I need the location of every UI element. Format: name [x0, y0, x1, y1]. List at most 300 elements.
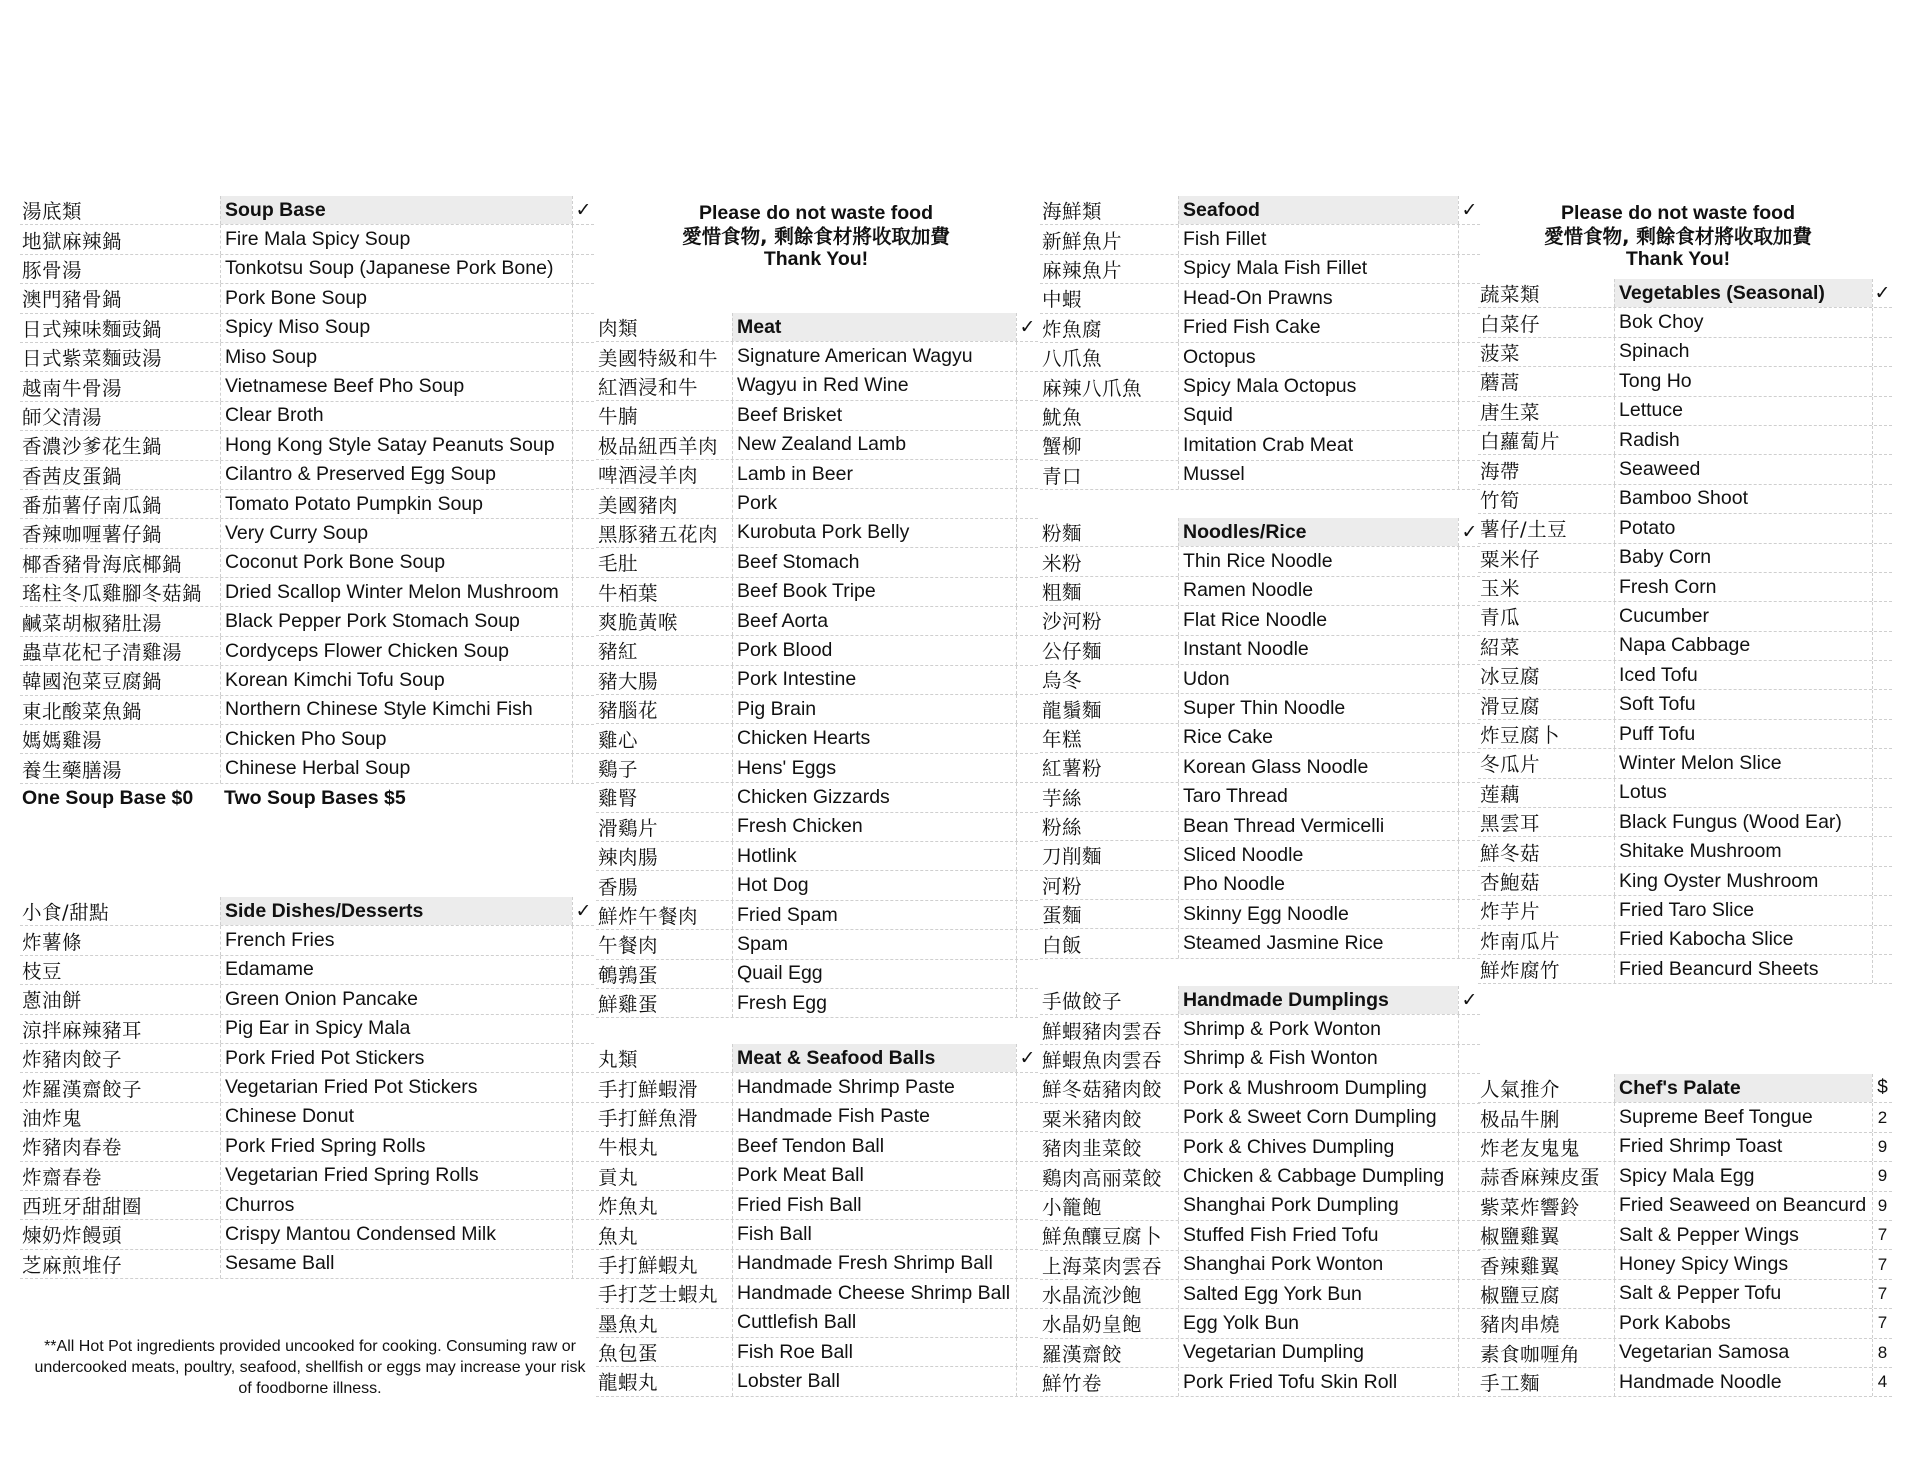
menu-item: [596, 960, 1038, 989]
item-name-en: Spicy Miso Soup: [220, 314, 572, 342]
menu-item: [1478, 455, 1892, 484]
section-chefs-palate: [1478, 1074, 1892, 1397]
item-price: 2: [1872, 1103, 1892, 1131]
menu-item: [1478, 896, 1892, 925]
item-name-en: Fried Fish Ball: [732, 1191, 1016, 1219]
item-check-cell: [1458, 929, 1480, 957]
item-check-cell: [1016, 1309, 1038, 1337]
item-check-cell: [1016, 1220, 1038, 1248]
item-check-cell: [1458, 1221, 1480, 1249]
item-check-cell: [572, 284, 594, 312]
item-name-en: Green Onion Pancake: [220, 985, 572, 1013]
item-name-en: Spicy Mala Fish Fillet: [1178, 255, 1458, 283]
item-name-en: Bok Choy: [1614, 308, 1872, 336]
item-name-zh: 日式辣味麵豉鍋: [22, 317, 163, 341]
menu-item: [1478, 808, 1892, 837]
item-name-zh: 玉米: [1480, 577, 1521, 601]
section-mark: ✓: [1458, 986, 1480, 1014]
item-name-en: Vegetarian Dumpling: [1178, 1339, 1458, 1367]
item-check-cell: [1458, 1368, 1480, 1396]
menu-item: [1478, 1309, 1892, 1338]
item-name-zh: 炸魚腐: [1042, 317, 1103, 341]
item-check-cell: [1872, 426, 1892, 454]
item-check-cell: [1458, 1045, 1480, 1073]
item-check-cell: [1458, 314, 1480, 342]
item-check-cell: [572, 1191, 594, 1219]
item-check-cell: [1872, 720, 1892, 748]
menu-item: [1478, 1250, 1892, 1279]
menu-item: [596, 1279, 1038, 1308]
item-name-zh: 椒鹽雞翼: [1480, 1225, 1561, 1249]
item-name-en: Fried Kabocha Slice: [1614, 926, 1872, 954]
item-name-en: Dried Scallop Winter Melon Mushroom: [220, 578, 572, 606]
item-name-en: Beef Aorta: [732, 607, 1016, 635]
menu-item: [596, 578, 1038, 607]
item-check-cell: [572, 1162, 594, 1190]
item-name-en: Skinny Egg Noodle: [1178, 900, 1458, 928]
item-name-zh: 黑雲耳: [1480, 812, 1541, 836]
item-name-zh: 蔥油餅: [22, 989, 83, 1013]
section-mark: ✓: [1458, 518, 1480, 546]
section-mark: ✓: [572, 196, 594, 224]
item-name-zh: 豬大腸: [598, 669, 659, 693]
menu-item: [1040, 929, 1480, 958]
item-check-cell: [1872, 573, 1892, 601]
item-check-cell: [572, 1044, 594, 1072]
item-name-en: Lamb in Beer: [732, 460, 1016, 488]
item-name-zh: 炸羅漢齋餃子: [22, 1077, 143, 1101]
item-name-zh: 炸豬肉餃子: [22, 1048, 123, 1072]
item-check-cell: [1458, 1133, 1480, 1161]
item-name-en: Beef Brisket: [732, 401, 1016, 429]
item-name-en: Crispy Mantou Condensed Milk: [220, 1220, 572, 1248]
item-name-en: Hotlink: [732, 842, 1016, 870]
item-name-en: Cucumber: [1614, 602, 1872, 630]
section-side-dishes: [20, 897, 594, 1279]
item-name-en: Baby Corn: [1614, 544, 1872, 572]
menu-item: [596, 666, 1038, 695]
section-title-en: Side Dishes/Desserts: [220, 897, 572, 925]
section-title-zh: 手做餃子: [1042, 990, 1123, 1014]
item-name-zh: 海帶: [1480, 459, 1521, 483]
item-check-cell: [1872, 338, 1892, 366]
item-name-en: Fried Spam: [732, 901, 1016, 929]
item-name-zh: 毛肚: [598, 552, 639, 576]
item-name-zh: 椒鹽豆腐: [1480, 1283, 1561, 1307]
item-name-zh: 水晶奶皇飽: [1042, 1313, 1143, 1337]
item-name-zh: 炸豆腐卜: [1480, 724, 1561, 748]
item-name-zh: 烏冬: [1042, 669, 1083, 693]
menu-item: [1040, 577, 1480, 606]
item-name-en: Shitake Mushroom: [1614, 837, 1872, 865]
item-name-en: King Oyster Mushroom: [1614, 867, 1872, 895]
menu-item: [596, 901, 1038, 930]
item-price: 9: [1872, 1192, 1892, 1220]
item-name-en: Honey Spicy Wings: [1614, 1250, 1872, 1278]
item-name-en: Fried Shrimp Toast: [1614, 1133, 1872, 1161]
item-check-cell: [1458, 431, 1480, 459]
note-line-2: 愛惜食物, 剩餘食材將收取加費: [682, 225, 950, 248]
menu-item: [20, 1073, 594, 1102]
item-check-cell: [1458, 606, 1480, 634]
item-name-zh: 鮮炸腐竹: [1480, 959, 1561, 983]
item-check-cell: [572, 461, 594, 489]
item-check-cell: [1016, 1367, 1038, 1395]
item-name-zh: 白蘿蔔片: [1480, 430, 1561, 454]
item-check-cell: [1872, 896, 1892, 924]
menu-item: [20, 1162, 594, 1191]
item-check-cell: [1872, 514, 1892, 542]
menu-item: [20, 754, 594, 783]
menu-item: [20, 637, 594, 666]
menu-item: [596, 1250, 1038, 1279]
section-header: [1040, 986, 1480, 1015]
item-name-en: Shanghai Pork Wonton: [1178, 1251, 1458, 1279]
item-name-en: Beef Tendon Ball: [732, 1132, 1016, 1160]
item-name-en: Rice Cake: [1178, 724, 1458, 752]
menu-item: [596, 1132, 1038, 1161]
item-name-en: Bean Thread Vermicelli: [1178, 812, 1458, 840]
item-name-en: Black Pepper Pork Stomach Soup: [220, 607, 572, 635]
item-name-zh: 手工麵: [1480, 1372, 1541, 1396]
item-name-zh: 紅酒浸和牛: [598, 375, 699, 399]
section-header: [596, 313, 1038, 342]
menu-item: [20, 1015, 594, 1044]
item-check-cell: [572, 1250, 594, 1278]
section-title-en: Vegetables (Seasonal): [1614, 279, 1872, 307]
item-check-cell: [572, 578, 594, 606]
item-check-cell: [572, 372, 594, 400]
item-name-zh: 鮮冬菇豬肉餃: [1042, 1078, 1163, 1102]
item-check-cell: [1016, 901, 1038, 929]
item-check-cell: [572, 431, 594, 459]
menu-item: [20, 956, 594, 985]
item-name-en: Mussel: [1178, 461, 1458, 489]
menu-item: [596, 401, 1038, 430]
item-name-zh: 香辣咖喱薯仔鍋: [22, 523, 163, 547]
item-check-cell: [572, 1015, 594, 1043]
item-name-zh: 美國豬肉: [598, 493, 679, 517]
item-name-zh: 豚骨湯: [22, 258, 83, 282]
item-name-zh: 公仔麵: [1042, 639, 1103, 663]
menu-item: [596, 489, 1038, 518]
item-name-en: Cordyceps Flower Chicken Soup: [220, 637, 572, 665]
item-check-cell: [1458, 724, 1480, 752]
item-name-en: Seaweed: [1614, 455, 1872, 483]
item-name-en: Signature American Wagyu: [732, 342, 1016, 370]
item-check-cell: [1016, 1191, 1038, 1219]
item-name-en: Shanghai Pork Dumpling: [1178, 1192, 1458, 1220]
section-meat: [596, 313, 1038, 1018]
item-name-zh: 魚包蛋: [598, 1342, 659, 1366]
menu-item: [1478, 426, 1892, 455]
item-name-en: Spicy Mala Egg: [1614, 1162, 1872, 1190]
item-check-cell: [1872, 779, 1892, 807]
menu-item: [20, 461, 594, 490]
item-name-zh: 杏鮑菇: [1480, 871, 1541, 894]
item-check-cell: [1458, 402, 1480, 430]
section-balls: [596, 1044, 1038, 1397]
section-title-zh: 海鮮類: [1042, 200, 1103, 224]
item-name-en: Pork Intestine: [732, 666, 1016, 694]
item-name-zh: 瑤柱冬瓜雞腳冬菇鍋: [22, 582, 203, 606]
menu-item: [20, 1132, 594, 1161]
menu-item: [596, 783, 1038, 812]
menu-item: [596, 1073, 1038, 1102]
item-name-en: Shrimp & Fish Wonton: [1178, 1045, 1458, 1073]
item-check-cell: [1458, 577, 1480, 605]
item-check-cell: [1872, 690, 1892, 718]
item-name-zh: 爽脆黃喉: [598, 611, 679, 635]
item-name-en: Udon: [1178, 665, 1458, 693]
menu-item: [1040, 314, 1480, 343]
menu-item: [1040, 1133, 1480, 1162]
item-name-zh: 黑豚豬五花肉: [598, 522, 719, 546]
item-name-en: Miso Soup: [220, 343, 572, 371]
no-waste-note-2: [1478, 202, 1878, 271]
item-check-cell: [1872, 602, 1892, 630]
item-name-en: Pork & Sweet Corn Dumpling: [1178, 1104, 1458, 1132]
item-check-cell: [572, 549, 594, 577]
item-check-cell: [1872, 749, 1892, 777]
menu-item: [596, 342, 1038, 371]
menu-item: [1040, 694, 1480, 723]
item-check-cell: [1872, 926, 1892, 954]
item-name-zh: 青瓜: [1480, 606, 1521, 630]
section-noodles: [1040, 518, 1480, 959]
item-name-en: Egg Yolk Bun: [1178, 1309, 1458, 1337]
menu-item: [596, 1220, 1038, 1249]
item-name-en: Northern Chinese Style Kimchi Fish: [220, 696, 572, 724]
item-name-en: Tomato Potato Pumpkin Soup: [220, 490, 572, 518]
item-name-en: Vietnamese Beef Pho Soup: [220, 372, 572, 400]
item-name-en: Chinese Herbal Soup: [220, 754, 572, 782]
menu-item: [596, 636, 1038, 665]
item-check-cell: [1016, 1073, 1038, 1101]
item-check-cell: [1458, 783, 1480, 811]
menu-item: [1478, 837, 1892, 866]
item-name-zh: 炸魚丸: [598, 1195, 659, 1219]
item-name-en: Chicken Gizzards: [732, 783, 1016, 811]
item-name-en: Imitation Crab Meat: [1178, 431, 1458, 459]
item-check-cell: [1458, 461, 1480, 489]
item-name-en: Vegetarian Fried Spring Rolls: [220, 1162, 572, 1190]
menu-item: [1478, 1368, 1892, 1397]
item-check-cell: [1016, 783, 1038, 811]
item-price: 7: [1872, 1280, 1892, 1308]
menu-item: [20, 666, 594, 695]
menu-item: [1040, 812, 1480, 841]
item-check-cell: [572, 725, 594, 753]
item-check-cell: [1872, 955, 1892, 983]
item-name-en: Churros: [220, 1191, 572, 1219]
item-name-en: Pork & Mushroom Dumpling: [1178, 1074, 1458, 1102]
menu-item: [1478, 1103, 1892, 1132]
item-name-en: Hong Kong Style Satay Peanuts Soup: [220, 431, 572, 459]
item-name-zh: 牛栢葉: [598, 581, 659, 605]
menu-item: [20, 1220, 594, 1249]
item-name-zh: 芝麻煎堆仔: [22, 1253, 123, 1277]
menu-item: [20, 607, 594, 636]
note-line-3: Thank You!: [1625, 248, 1731, 270]
menu-item: [1040, 783, 1480, 812]
item-name-zh: 香茜皮蛋鍋: [22, 464, 123, 488]
item-name-zh: 麻辣八爪魚: [1042, 376, 1143, 400]
item-name-zh: 鮮雞蛋: [598, 993, 659, 1017]
item-name-en: Spinach: [1614, 338, 1872, 366]
item-name-en: Sesame Ball: [220, 1250, 572, 1278]
item-check-cell: [1016, 578, 1038, 606]
item-name-zh: 鮮蝦魚肉雲吞: [1042, 1048, 1163, 1072]
menu-item: [1040, 1339, 1480, 1368]
item-name-zh: 鮮竹卷: [1042, 1372, 1103, 1396]
menu-item: [1478, 544, 1892, 573]
menu-item: [1478, 779, 1892, 808]
menu-item: [1040, 636, 1480, 665]
item-name-zh: 龍鬚麵: [1042, 698, 1103, 722]
item-check-cell: [1458, 871, 1480, 899]
menu-item: [596, 842, 1038, 871]
item-name-en: Wagyu in Red Wine: [732, 372, 1016, 400]
item-name-en: Salt & Pepper Tofu: [1614, 1280, 1872, 1308]
menu-item: [1040, 1015, 1480, 1044]
menu-item: [20, 225, 594, 254]
item-check-cell: [1016, 871, 1038, 899]
item-name-en: Puff Tofu: [1614, 720, 1872, 748]
section-title-en: Chef's Palate: [1614, 1074, 1872, 1102]
item-name-zh: 鵪鶉蛋: [598, 963, 659, 987]
item-check-cell: [1016, 1103, 1038, 1131]
item-check-cell: [1016, 460, 1038, 488]
item-name-en: Spicy Mala Octopus: [1178, 372, 1458, 400]
item-name-zh: 日式紫菜麵豉湯: [22, 347, 163, 371]
item-name-en: French Fries: [220, 926, 572, 954]
menu-item: [596, 519, 1038, 548]
item-check-cell: [1016, 519, 1038, 547]
item-check-cell: [572, 402, 594, 430]
item-name-zh: 龍蝦丸: [598, 1371, 659, 1395]
item-name-zh: 水晶流沙飽: [1042, 1284, 1143, 1308]
item-check-cell: [1016, 342, 1038, 370]
section-title-en: Soup Base: [220, 196, 572, 224]
item-price: 7: [1872, 1221, 1892, 1249]
item-name-en: Korean Glass Noodle: [1178, 753, 1458, 781]
item-name-zh: 豬腦花: [598, 699, 659, 723]
menu-item: [596, 372, 1038, 401]
item-name-en: Instant Noodle: [1178, 636, 1458, 664]
item-name-zh: 白飯: [1042, 933, 1083, 957]
item-name-en: Edamame: [220, 956, 572, 984]
menu-item: [1040, 461, 1480, 490]
item-name-zh: 滑鷄片: [598, 816, 659, 840]
menu-item: [20, 725, 594, 754]
item-name-zh: 白菜仔: [1480, 312, 1541, 336]
menu-item: [20, 926, 594, 955]
item-name-en: Handmade Fish Paste: [732, 1103, 1016, 1131]
item-check-cell: [572, 607, 594, 635]
item-check-cell: [1458, 1339, 1480, 1367]
section-header: [20, 196, 594, 225]
item-name-zh: 青口: [1042, 464, 1083, 488]
item-name-en: Flat Rice Noodle: [1178, 606, 1458, 634]
item-name-zh: 粉絲: [1042, 816, 1083, 840]
item-name-en: Steamed Jasmine Rice: [1178, 929, 1458, 957]
item-name-zh: 鮮魚釀豆腐卜: [1042, 1225, 1163, 1249]
section-header: [1040, 196, 1480, 225]
item-name-zh: 韓國泡菜豆腐鍋: [22, 670, 163, 694]
item-name-en: Pork Fried Pot Stickers: [220, 1044, 572, 1072]
menu-item: [1478, 1133, 1892, 1162]
menu-item: [596, 989, 1038, 1018]
item-name-zh: 鮮蝦豬肉雲吞: [1042, 1019, 1163, 1043]
note-line-3: Thank You!: [763, 248, 869, 270]
item-name-en: Chicken Pho Soup: [220, 725, 572, 753]
item-name-zh: 澳門豬骨鍋: [22, 288, 123, 312]
item-name-en: Potato: [1614, 514, 1872, 542]
menu-item: [20, 1250, 594, 1279]
menu-item: [1478, 1221, 1892, 1250]
section-seafood: [1040, 196, 1480, 490]
item-check-cell: [1458, 255, 1480, 283]
item-name-zh: 地獄麻辣鍋: [22, 229, 123, 253]
item-check-cell: [1458, 636, 1480, 664]
item-check-cell: [1016, 842, 1038, 870]
menu-item: [20, 985, 594, 1014]
item-name-en: Napa Cabbage: [1614, 632, 1872, 660]
item-check-cell: [1458, 665, 1480, 693]
item-name-zh: 番茄薯仔南瓜鍋: [22, 494, 163, 518]
item-name-zh: 滑豆腐: [1480, 694, 1541, 718]
item-name-zh: 豬紅: [598, 640, 639, 664]
item-name-en: Clear Broth: [220, 402, 572, 430]
item-check-cell: [572, 926, 594, 954]
menu-item: [20, 402, 594, 431]
menu-item: [1478, 632, 1892, 661]
item-name-zh: 菠菜: [1480, 341, 1521, 365]
item-name-en: Thin Rice Noodle: [1178, 547, 1458, 575]
menu-item: [596, 1367, 1038, 1396]
item-check-cell: [572, 666, 594, 694]
item-name-en: Fresh Egg: [732, 989, 1016, 1017]
menu-item: [1478, 867, 1892, 896]
section-title-zh: 肉類: [598, 317, 639, 341]
menu-item: [1478, 514, 1892, 543]
item-check-cell: [1016, 1250, 1038, 1278]
section-title-zh: 小食/甜點: [22, 901, 110, 925]
item-check-cell: [572, 1073, 594, 1101]
item-check-cell: [1016, 989, 1038, 1017]
item-name-en: Fresh Corn: [1614, 573, 1872, 601]
section-header: [1040, 518, 1480, 547]
item-name-en: Handmade Noodle: [1614, 1368, 1872, 1396]
item-name-zh: 養生藥膳湯: [22, 758, 123, 782]
menu-item: [596, 607, 1038, 636]
item-name-en: Pig Brain: [732, 695, 1016, 723]
menu-item: [20, 343, 594, 372]
menu-item: [20, 372, 594, 401]
item-check-cell: [572, 956, 594, 984]
item-name-en: Fish Fillet: [1178, 225, 1458, 253]
item-name-zh: 上海菜肉雲吞: [1042, 1254, 1163, 1278]
menu-item: [1040, 431, 1480, 460]
item-name-en: Winter Melon Slice: [1614, 749, 1872, 777]
item-name-zh: 新鮮魚片: [1042, 229, 1123, 253]
item-name-zh: 香辣雞翼: [1480, 1254, 1561, 1278]
item-name-zh: 手打芝士蝦丸: [598, 1283, 719, 1307]
item-check-cell: [1016, 1162, 1038, 1190]
item-name-zh: 魷魚: [1042, 405, 1083, 429]
section-title-en: Seafood: [1178, 196, 1458, 224]
